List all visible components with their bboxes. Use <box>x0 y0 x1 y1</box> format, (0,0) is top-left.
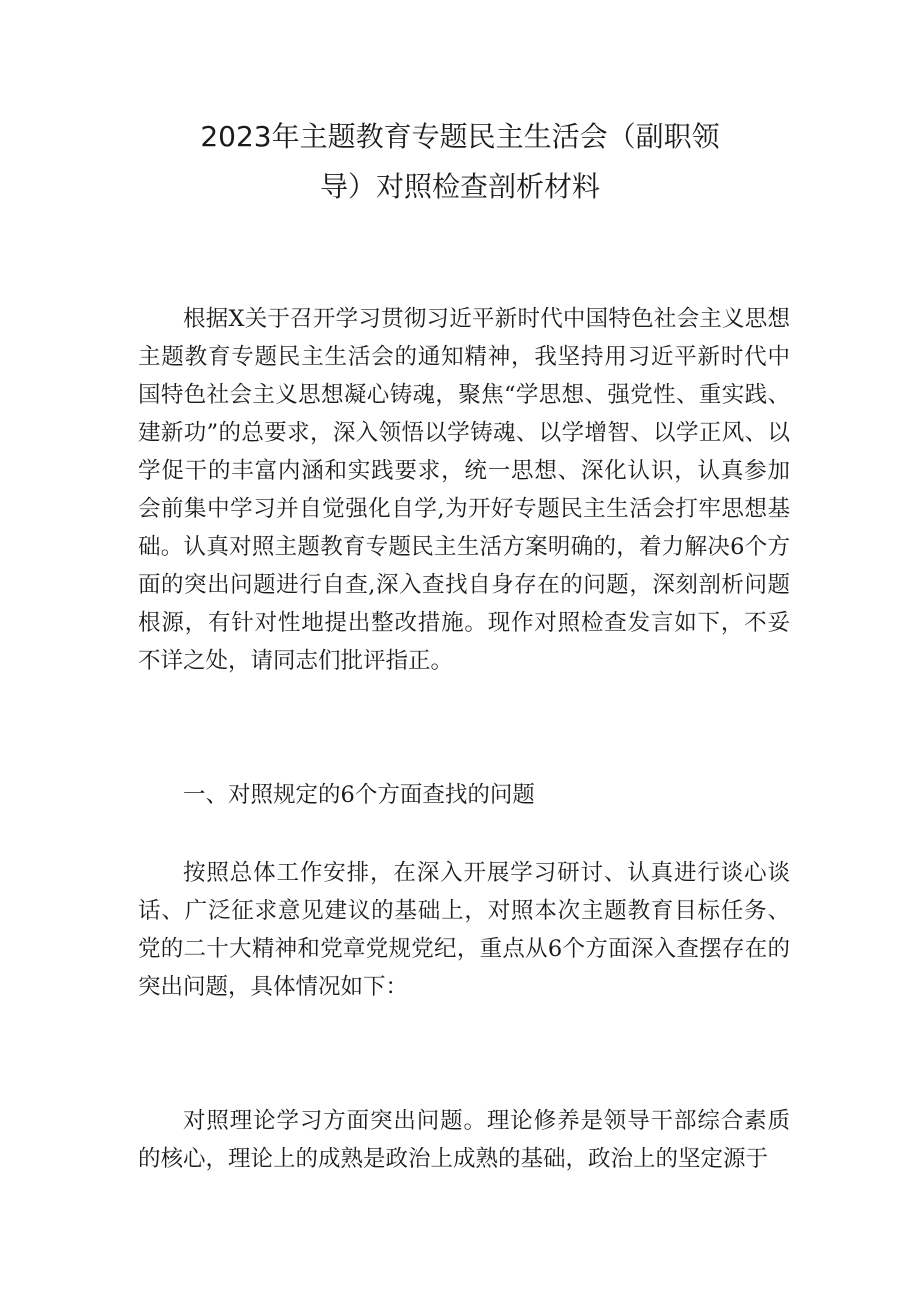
title-line-1: 2023年主题教育专题民主生活会（副职领 <box>200 120 720 153</box>
intro-paragraph: 根据X关于召开学习贯彻习近平新时代中国特色社会主义思想主题教育专题民主生活会的通知精神，我坚持用习近平新时代中国特色社会主义思想凝心铸魂，聚焦“学思想、强党性、重实践、建新功”的总要求，深入领悟以学铸魂、以学增智、以学正风、以学促干的丰富内涵和实践要求，统一思想、深化认识，认真参加会前集中学习并自觉强化自学,为开好专题民主生活会打牢思想基础。认真对照主题教育专题民主生活方案明确的，着力解决6个方面的突出问题进行自查,深入查找自身存在的问题，深刻剖析问题根源，有针对性地提出整改措施。现作对照检查发言如下，不妥不详之处，请同志们批评指正。 <box>138 306 790 674</box>
document-title <box>130 112 790 212</box>
theory-study-paragraph: 对照理论学习方面突出问题。理论修养是领导干部综合素质的核心，理论上的成熟是政治上成熟的基础，政治上的坚定源于 <box>138 1108 790 1172</box>
overview-paragraph: 按照总体工作安排，在深入开展学习研讨、认真进行谈心谈话、广泛征求意见建议的基础上，对照本次主题教育目标任务、党的二十大精神和党章党规党纪，重点从6个方面深入查摆存在的突出问题，具体情况如下： <box>138 860 790 1000</box>
title-line-2: 导）对照检查剖析材料 <box>319 170 600 203</box>
section-heading: 一、对照规定的6个方面查找的问题 <box>183 782 535 808</box>
